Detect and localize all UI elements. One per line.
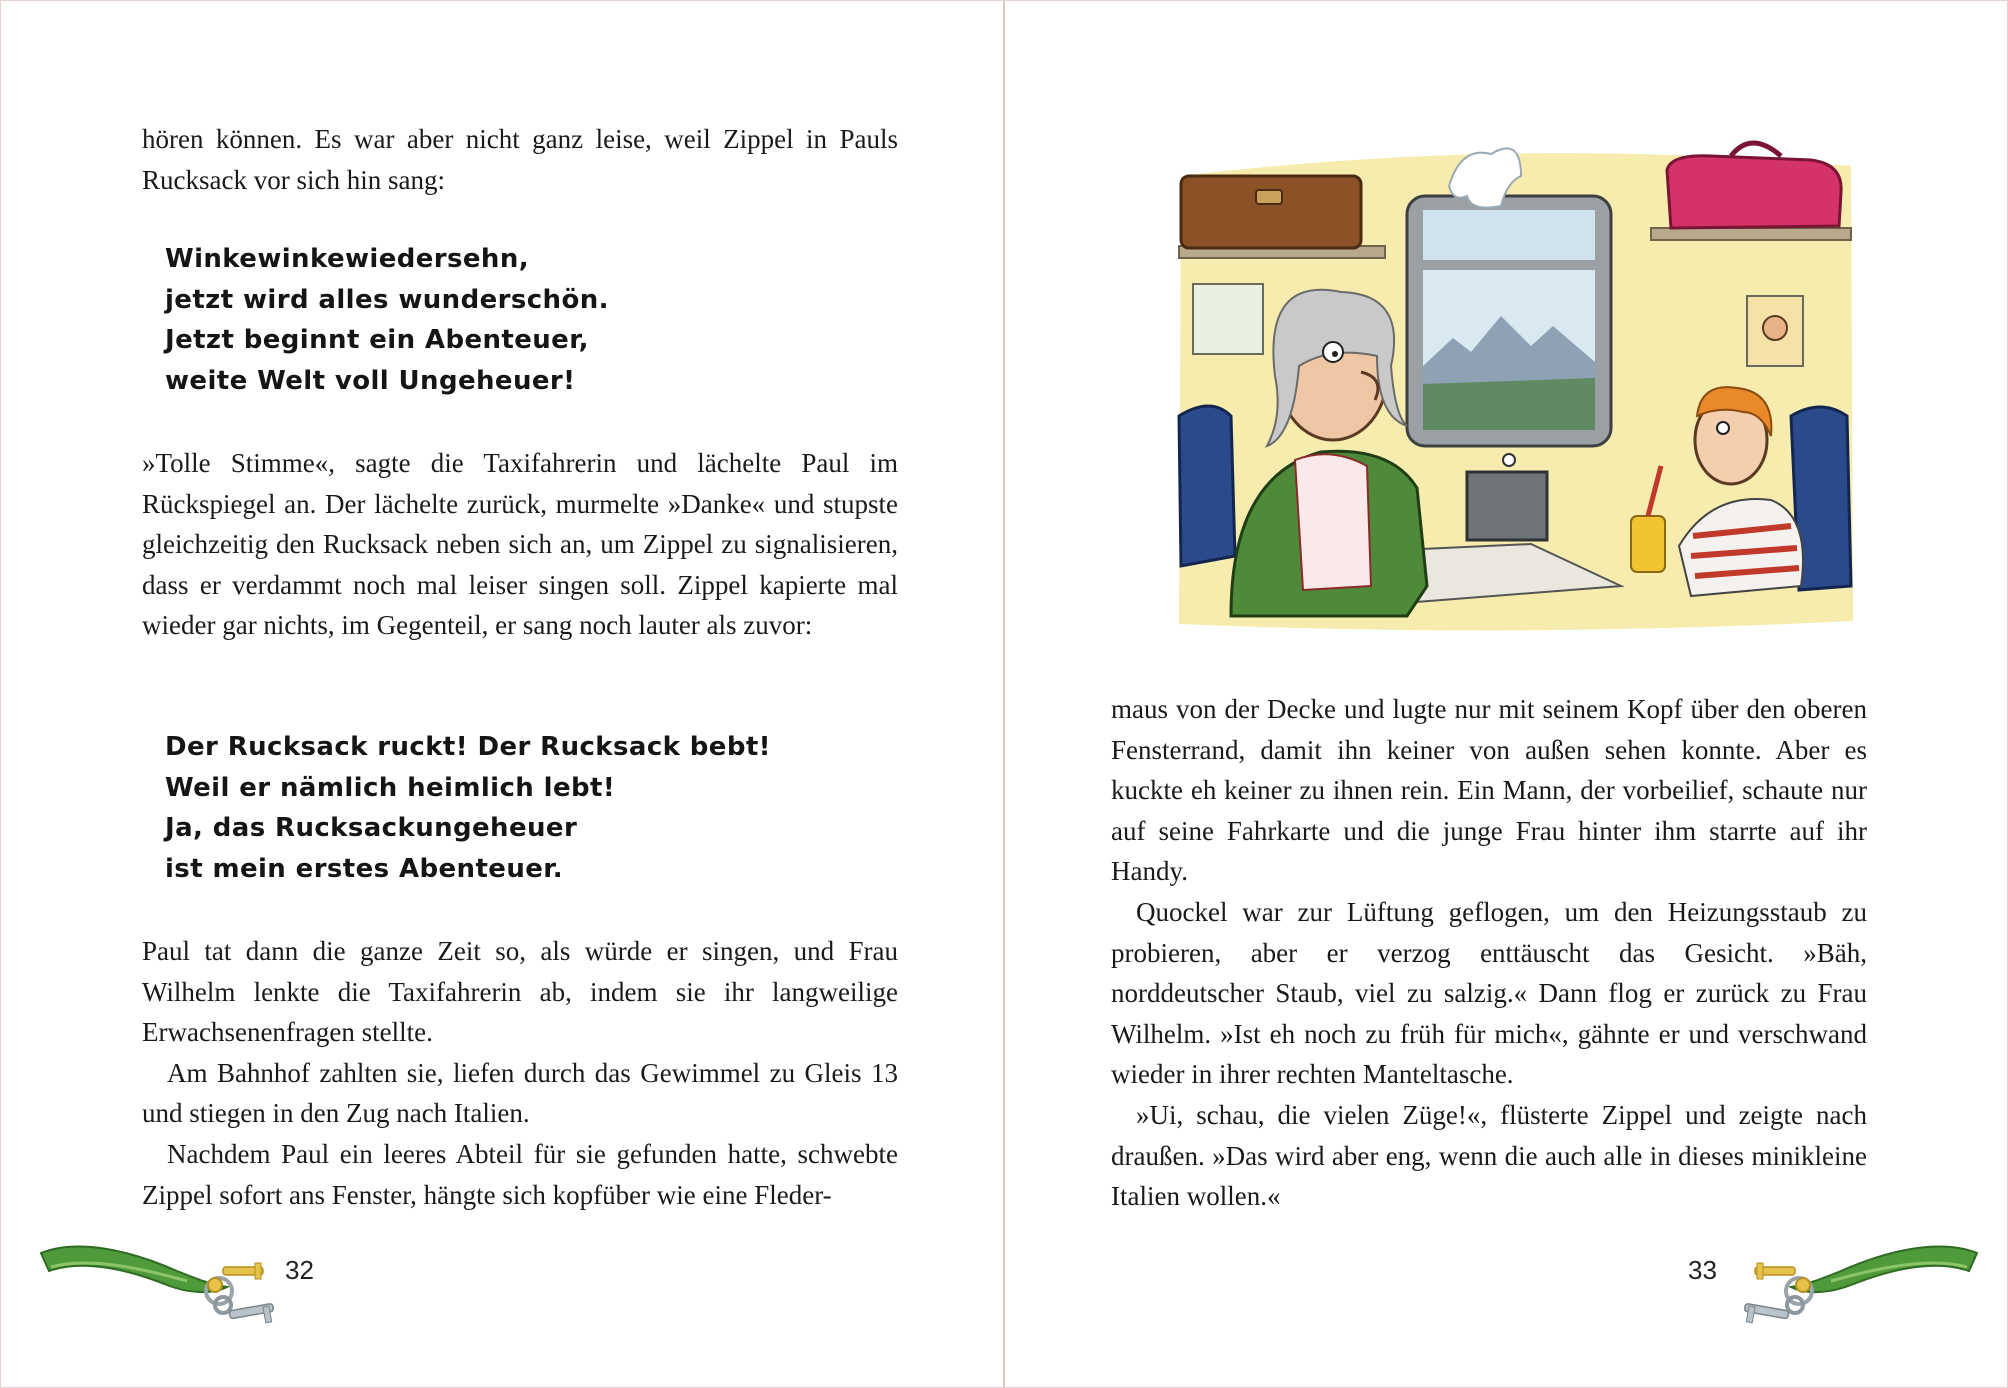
page-number-right: 33 <box>1688 1255 1717 1285</box>
left-paragraph-2: »Tolle Stimme«, sagte die Taxifahrerin und lächelte Paul im Rückspiegel an. Der lächelte zurück, murmelte »Danke« und stupste gleichzeitig den Rucksack neben sich an, um Zippel zu signalisieren, dass er verdammt noch mal leiser singen soll. Zippel kapierte mal wieder gar nichts, im Gegenteil, er sang noch lauter als zuvor: <box>142 448 898 641</box>
page-number-left: 32 <box>285 1255 314 1285</box>
left-paragraph-3: Paul tat dann die ganze Zeit so, als würde er singen, und Frau Wilhelm lenkte die Taxifahrerin ab, indem sie ihr langweilige Erwachsenenfragen stellte. <box>142 936 898 1048</box>
song-2-line-3: Ja, das Rucksackungeheuer <box>165 813 578 843</box>
song-1-line-1: Winkewinkewiedersehn, <box>165 244 530 274</box>
left-paragraph-5: Nachdem Paul ein leeres Abteil für sie gefunden hatte, schwebte Zippel sofort ans Fenster, hängte sich kopfüber wie eine Fleder- <box>142 1138 898 1210</box>
left-text-middle <box>142 443 898 646</box>
song-2-line-2: Weil er nämlich heimlich lebt! <box>165 772 616 803</box>
right-paragraph-3: »Ui, schau, die vielen Züge!«, flüsterte Zippel und zeigte nach draußen. »Das wird aber eng, wenn die auch alle in dieses minikleine Italien wollen.« <box>1111 1099 1867 1212</box>
left-text-top <box>142 119 898 200</box>
song-2-line-4: ist mein erstes Abenteuer. <box>165 853 564 884</box>
right-page <box>1005 1 2008 1388</box>
key-ribbon-icon <box>37 1241 307 1331</box>
key-ribbon-icon-right <box>1711 1241 1981 1331</box>
song-verse-2 <box>165 727 771 889</box>
left-text-bottom <box>142 931 898 1215</box>
right-paragraph-1: maus von der Decke und lugte nur mit seinem Kopf über den oberen Fensterrand, damit ihn keiner von außen sehen konnte. Aber es kuckte eh keiner zu ihnen rein. Ein Mann, der vorbeilief, schaute nur auf seine Fahrkarte und die junge Frau hinter ihm starrte auf ihr Handy. <box>1111 694 1867 887</box>
left-page <box>1 1 1003 1388</box>
right-text <box>1111 689 1867 1217</box>
train-compartment-illustration <box>1171 116 1861 638</box>
song-verse-1 <box>165 239 609 401</box>
song-1-line-4: weite Welt voll Ungeheuer! <box>165 365 576 396</box>
song-1-line-3: Jetzt beginnt ein Abenteuer, <box>165 325 589 355</box>
right-paragraph-2: Quockel war zur Lüftung geflogen, um den Heizungsstaub zu probieren, aber er verzog enttäuscht das Gesicht. »Bäh, norddeutscher Staub, viel zu salzig.« Dann flog er zurück zu Frau Wilhelm. »Ist eh noch zu früh für mich«, gähnte er und verschwand wieder in ihrer rechten Manteltasche. <box>1111 896 1867 1090</box>
left-paragraph-4: Am Bahnhof zahlten sie, liefen durch das Gewimmel zu Gleis 13 und stiegen in den Zug nach Italien. <box>142 1057 898 1129</box>
song-2-line-1: Der Rucksack ruckt! Der Rucksack bebt! <box>165 732 771 762</box>
song-1-line-2: jetzt wird alles wunderschön. <box>165 284 609 315</box>
left-paragraph-1: hören können. Es war aber nicht ganz leise, weil Zippel in Pauls Rucksack vor sich hin sang: <box>142 124 898 195</box>
